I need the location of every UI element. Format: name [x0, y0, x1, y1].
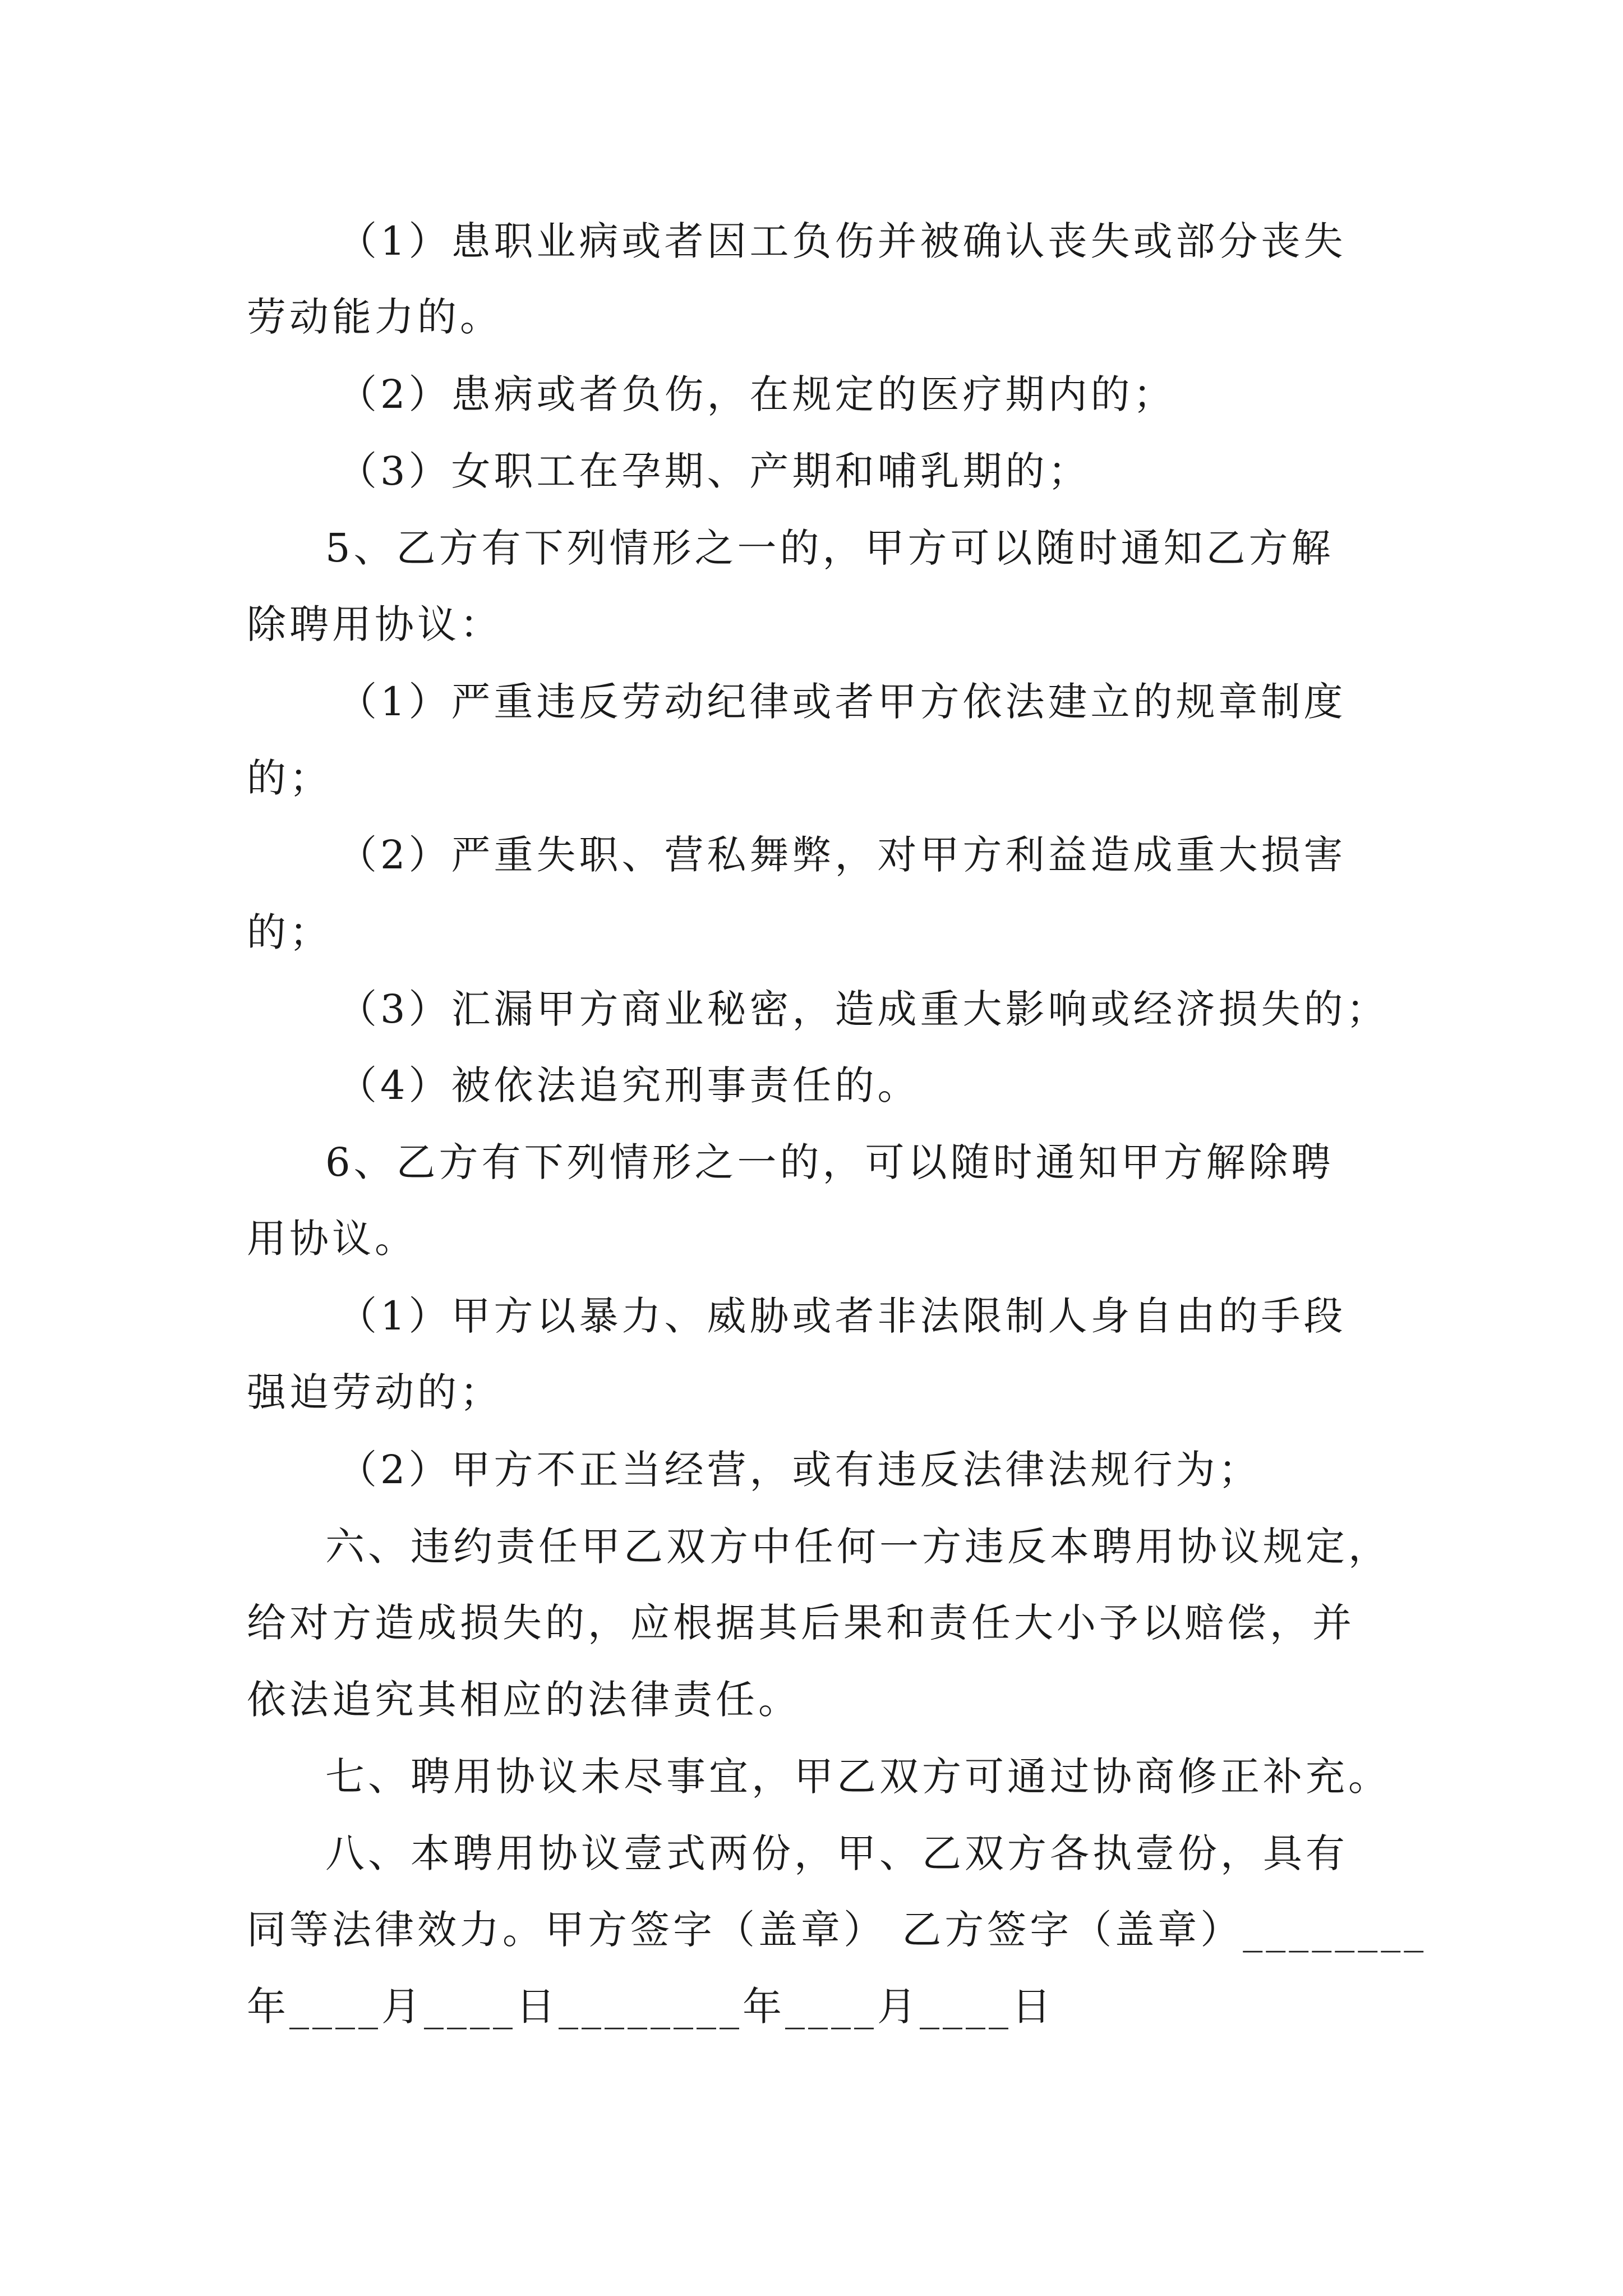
text-line: （2）严重失职、营私舞弊，对甲方利益造成重大损害: [338, 832, 1347, 878]
text-line: 依法追究其相应的法律责任。: [247, 1677, 801, 1723]
text-line: （4）被依法追究刑事责任的。: [338, 1062, 920, 1108]
date-line: 年____月____日________年____月____日: [247, 1984, 1054, 2030]
text-line: （1）严重违反劳动纪律或者甲方依法建立的规章制度: [338, 679, 1347, 725]
text-line: 6、乙方有下列情形之一的，可以随时通知甲方解除聘: [325, 1139, 1334, 1185]
text-line: （3）女职工在孕期、产期和哺乳期的；: [338, 448, 1091, 494]
text-line: 除聘用协议：: [247, 601, 502, 647]
text-line: 劳动能力的。: [247, 294, 502, 340]
text-line: 六、违约责任甲乙双方中任何一方违反本聘用协议规定，: [325, 1524, 1391, 1570]
text-line: 七、聘用协议未尽事宜，甲乙双方可通过协商修正补充。: [325, 1754, 1391, 1800]
text-line: （2）患病或者负伤，在规定的医疗期内的；: [338, 371, 1176, 417]
text-line: 的；: [247, 755, 332, 801]
text-line: （3）汇漏甲方商业秘密，造成重大影响或经济损失的；: [338, 986, 1389, 1032]
text-line: （1）患职业病或者因工负伤并被确认丧失或部分丧失: [338, 218, 1347, 264]
text-line: 的；: [247, 909, 332, 955]
text-line: 5、乙方有下列情形之一的，甲方可以随时通知乙方解: [325, 525, 1334, 571]
text-line: （1）甲方以暴力、威胁或者非法限制人身自由的手段: [338, 1293, 1347, 1339]
text-line: （2）甲方不正当经营，或有违反法律法规行为；: [338, 1447, 1261, 1493]
text-line: 强迫劳动的；: [247, 1369, 502, 1415]
text-line: 八、本聘用协议壹式两份，甲、乙双方各执壹份，具有: [325, 1830, 1348, 1876]
text-line: 给对方造成损失的，应根据其后果和责任大小予以赔偿，并: [247, 1600, 1355, 1646]
signature-line: 同等法律效力。甲方签字（盖章） 乙方签字（盖章）________: [247, 1907, 1427, 1953]
text-line: 用协议。: [247, 1216, 417, 1262]
